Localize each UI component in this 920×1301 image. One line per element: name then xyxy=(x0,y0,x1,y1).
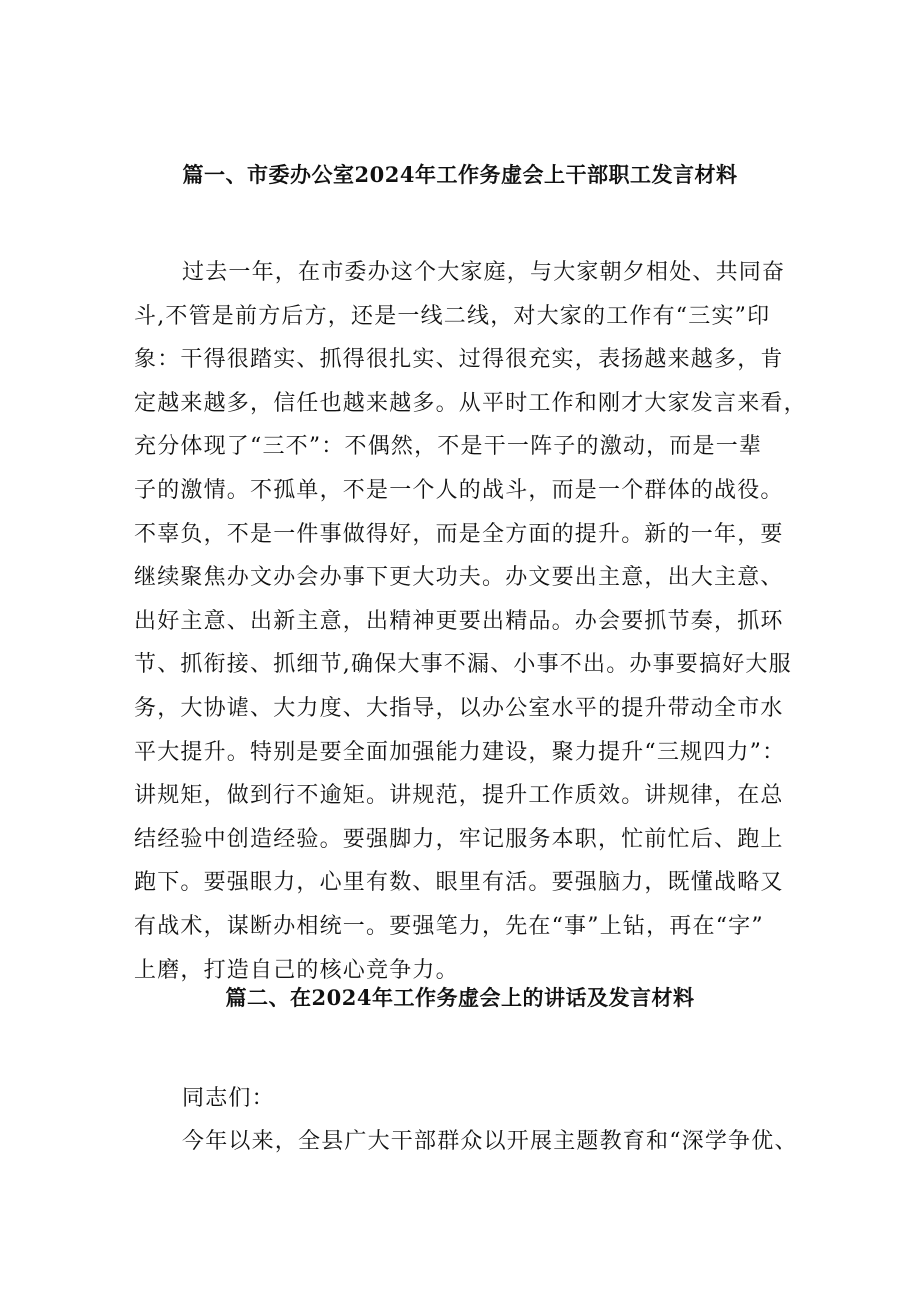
section-1-paragraph xyxy=(134,251,807,992)
paragraph-line: 继续聚焦办文办会办事下更大功夫。办文要出主意，出大主意、 xyxy=(134,565,784,591)
paragraph-line: 平大提升。特别是要全面加强能力建设，聚力提升“三规四力”： xyxy=(134,739,786,765)
paragraph-line: 不辜负，不是一件事做得好，而是全方面的提升。新的一年，要 xyxy=(134,521,784,547)
paragraph-line: 斗,不管是前方后方，还是一线二线，对大家的工作有“三实”印 xyxy=(134,303,771,329)
section-2-opening-line: 今年以来，全县广大干部群众以开展主题教育和“深学争优、 xyxy=(182,1129,798,1154)
paragraph-line: 子的激情。不孤单，不是一个人的战斗，而是一个群体的战役。 xyxy=(134,477,784,503)
salutation: 同志们： xyxy=(182,1086,275,1111)
paragraph-line: 讲规矩，做到行不逾矩。讲规范，提升工作质效。讲规律，在总 xyxy=(134,783,784,809)
paragraph-line: 定越来越多，信任也越来越多。从平时工作和刚才大家发言来看， xyxy=(134,390,807,416)
paragraph-line: 结经验中创造经验。要强脚力，牢记服务本职，忙前忙后、跑上 xyxy=(134,826,784,852)
paragraph-line: 有战术，谋断办相统一。要强笔力，先在“事”上钻，再在“字” xyxy=(134,913,764,939)
paragraph-line: 务，大协谑、大力度、大指导，以办公室水平的提升带动全市水 xyxy=(134,695,784,721)
paragraph-line: 象：干得很踏实、抓得很扎实、过得很充实，表扬越来越多，肯 xyxy=(134,347,784,373)
paragraph-line: 跑下。要强眼力，心里有数、眼里有活。要强脑力，既懂战略又 xyxy=(134,870,784,896)
paragraph-line: 充分体现了“三不”：不偶然，不是干一阵子的激动，而是一辈 xyxy=(134,434,763,460)
paragraph-line: 过去一年，在市委办这个大家庭，与大家朝夕相处、共同奋 xyxy=(182,260,786,285)
section-2-title: 篇二、在2024年工作务虚会上的讲话及发言材料 xyxy=(225,985,695,1010)
paragraph-line: 节、抓衔接、抓细节,确保大事不漏、小事不出。办事要搞好大服 xyxy=(134,652,792,678)
paragraph-line: 出好主意、出新主意，出精神更要出精品。办会要抓节奏，抓环 xyxy=(134,608,784,634)
paragraph-line: 上磨，打造自己的核心竞争力。 xyxy=(134,957,459,983)
section-1-title: 篇一、市委办公室2024年工作务虚会上干部职工发言材料 xyxy=(182,162,738,187)
